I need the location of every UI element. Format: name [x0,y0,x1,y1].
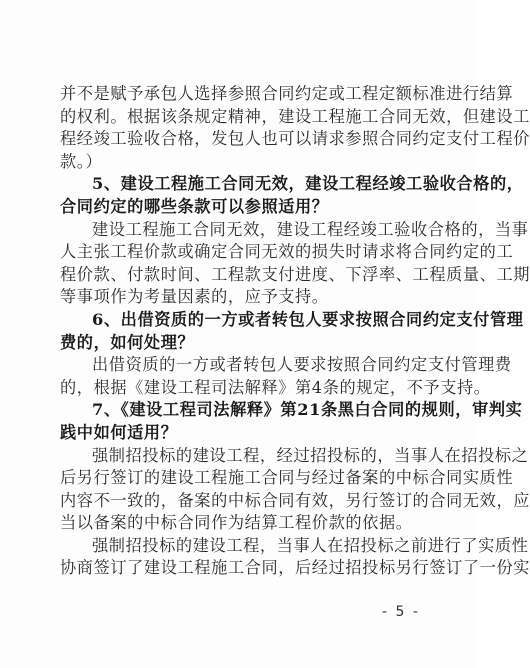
text-line: 款。） [60,151,103,171]
text-line: 6、出借资质的一方或者转包人要求按照合同约定支付管理 [92,309,524,329]
text-line: 程经竣工验收合格，发包人也可以请求参照合同约定支付工程价 [60,129,530,149]
text-line: 合同约定的哪些条款可以参照适用？ [60,196,329,216]
document-body [60,83,530,580]
text-line: 践中如何适用？ [60,422,178,442]
text-line: 程价款、付款时间、工程款支付进度、下浮率、工程质量、工期 [60,264,530,284]
text-line: 建设工程施工合同无效，建设工程经竣工验收合格的，当事 [92,219,529,239]
text-line: 并不是赋予承包人选择参照合同约定或工程定额标准进行结算 [60,84,514,103]
text-line: 出借资质的一方或者转包人要求按照合同约定支付管理费 [92,355,512,375]
text-line: 强制招投标的建设工程，经过招投标的，当事人在招投标之 [92,445,529,465]
text-line: 7、《建设工程司法解释》第21条黑白合同的规则，审判实 [92,400,523,420]
text-line: 后另行签订的建设工程施工合同与经过备案的中标合同实质性 [60,468,514,488]
text-line: 费的，如何处理？ [60,332,195,352]
text-line: 的，根据《建设工程司法解释》第4条的规定，不予支持。 [60,377,491,397]
page-number: - 5 - [382,604,420,620]
text-line: 人主张工程价款或确定合同无效的损失时请求将合同约定的工 [60,242,514,262]
text-line: 强制招投标的建设工程，当事人在招投标之前进行了实质性 [92,535,529,555]
text-line: 等事项作为考量因素的，应予支持。 [60,287,329,307]
text-line: 协商签订了建设工程施工合同，后经过招投标另行签订了一份实 [60,558,530,578]
text-line: 5、建设工程施工合同无效，建设工程经竣工验收合格的， [92,174,524,194]
text-line: 内容不一致的，备案的中标合同有效，另行签订的合同无效，应 [60,490,530,510]
text-line: 当以备案的中标合同作为结算工程价款的依据。 [60,513,413,533]
text-line: 的权利。根据该条规定精神，建设工程施工合同无效，但建设工 [60,106,530,126]
